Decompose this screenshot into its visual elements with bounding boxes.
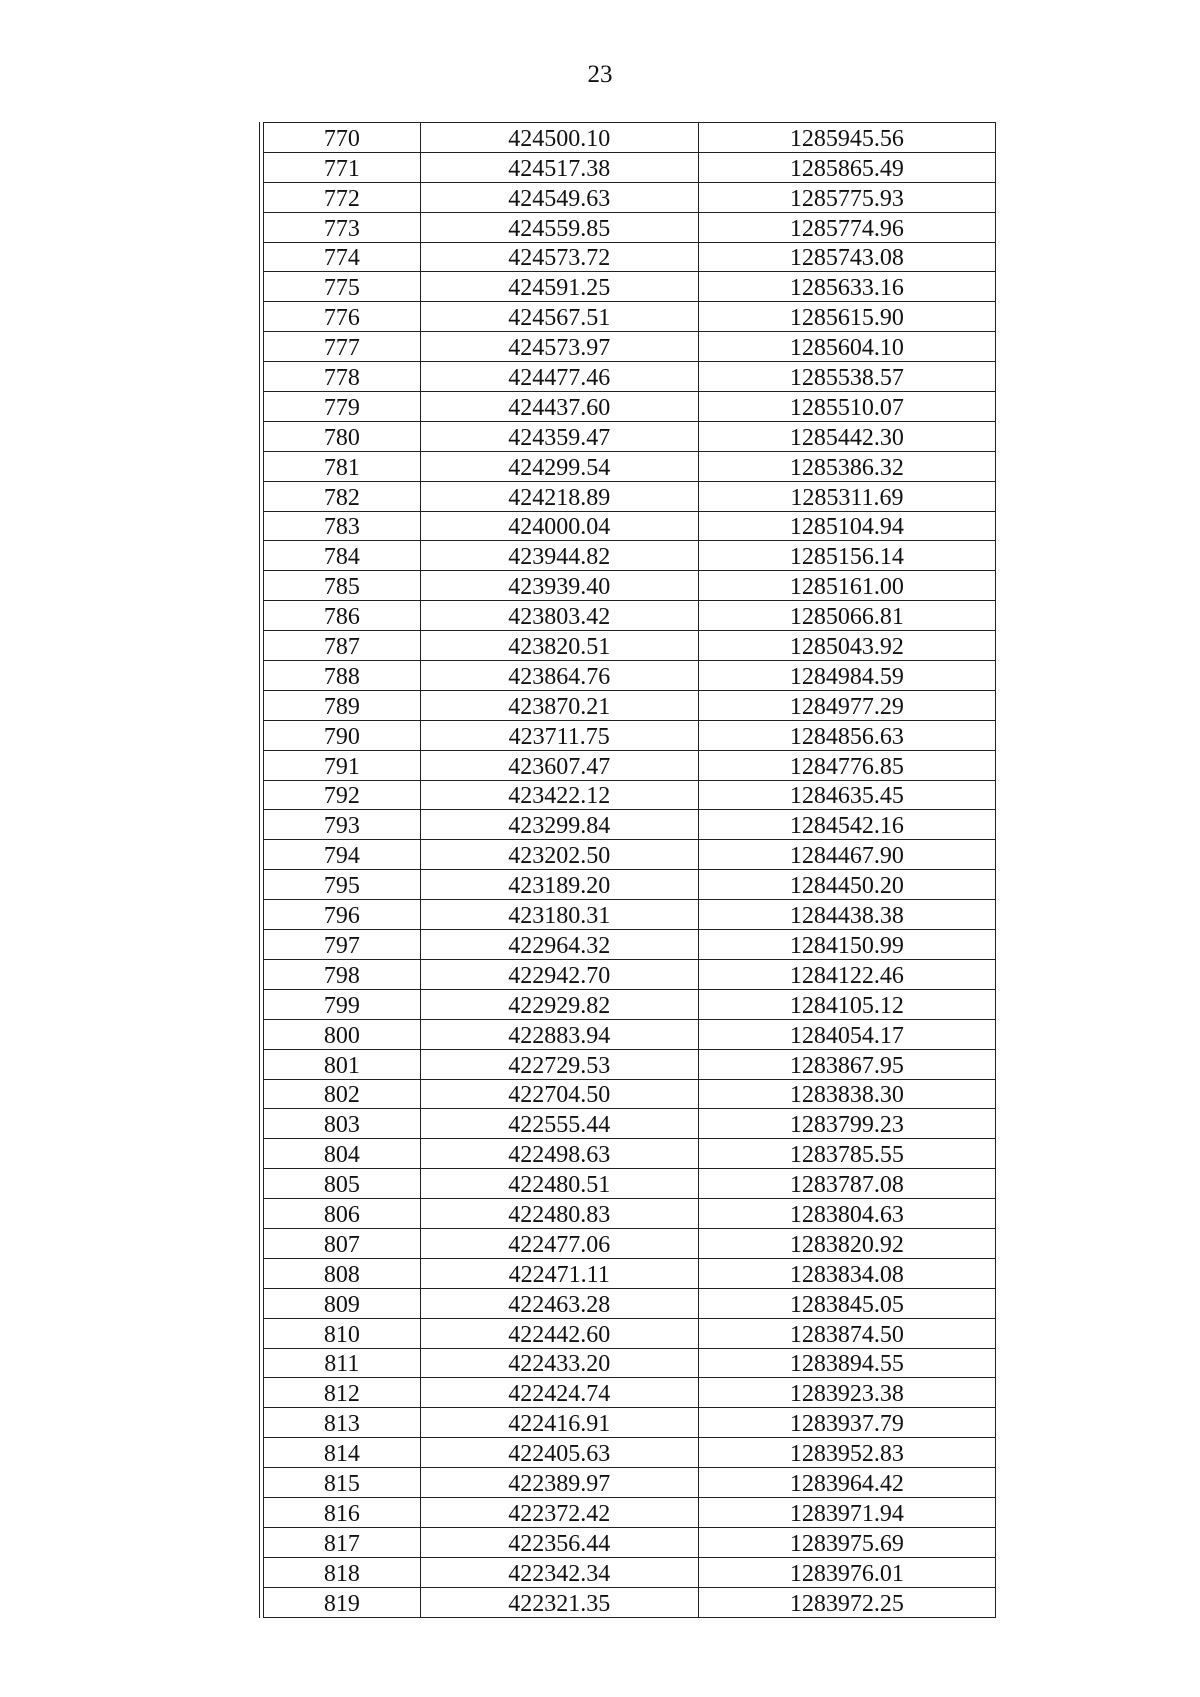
y-coordinate-cell: 1285066.81 [698,601,995,631]
table-row [264,1139,996,1169]
table-row [264,212,996,242]
table-row [264,1228,996,1258]
y-coordinate-cell: 1284467.90 [698,840,995,870]
x-coordinate-cell: 424359.47 [420,421,698,451]
y-coordinate-cell: 1285615.90 [698,302,995,332]
x-coordinate-cell: 424567.51 [420,302,698,332]
table-row [264,571,996,601]
x-coordinate-cell: 422463.28 [420,1288,698,1318]
x-coordinate-cell: 422389.97 [420,1468,698,1498]
y-coordinate-cell: 1283964.42 [698,1468,995,1498]
point-number-cell: 813 [264,1408,421,1438]
x-coordinate-cell: 424573.97 [420,332,698,362]
table-row [264,1557,996,1587]
table-row [264,989,996,1019]
y-coordinate-cell: 1285311.69 [698,481,995,511]
point-number-cell: 804 [264,1139,421,1169]
x-coordinate-cell: 423202.50 [420,840,698,870]
y-coordinate-cell: 1283894.55 [698,1348,995,1378]
table-row [264,1527,996,1557]
table-row [264,123,996,153]
x-coordinate-cell: 424591.25 [420,272,698,302]
point-number-cell: 785 [264,571,421,601]
x-coordinate-cell: 423870.21 [420,690,698,720]
y-coordinate-cell: 1283937.79 [698,1408,995,1438]
x-coordinate-cell: 422480.83 [420,1199,698,1229]
table-row [264,242,996,272]
x-coordinate-cell: 422356.44 [420,1527,698,1557]
table-row [264,840,996,870]
table-row [264,870,996,900]
point-number-cell: 774 [264,242,421,272]
point-number-cell: 789 [264,690,421,720]
x-coordinate-cell: 422477.06 [420,1228,698,1258]
table-row [264,1318,996,1348]
x-coordinate-cell: 422964.32 [420,930,698,960]
y-coordinate-cell: 1284105.12 [698,989,995,1019]
table-row [264,1587,996,1617]
coordinates-table-body [264,123,996,1618]
point-number-cell: 806 [264,1199,421,1229]
x-coordinate-cell: 422321.35 [420,1587,698,1617]
table-row [264,451,996,481]
y-coordinate-cell: 1283975.69 [698,1527,995,1557]
y-coordinate-cell: 1283804.63 [698,1199,995,1229]
table-row [264,1438,996,1468]
y-coordinate-cell: 1285633.16 [698,272,995,302]
y-coordinate-cell: 1285774.96 [698,212,995,242]
point-number-cell: 803 [264,1109,421,1139]
point-number-cell: 792 [264,780,421,810]
y-coordinate-cell: 1284542.16 [698,810,995,840]
y-coordinate-cell: 1284450.20 [698,870,995,900]
point-number-cell: 799 [264,989,421,1019]
y-coordinate-cell: 1283976.01 [698,1557,995,1587]
point-number-cell: 819 [264,1587,421,1617]
y-coordinate-cell: 1283971.94 [698,1497,995,1527]
point-number-cell: 780 [264,421,421,451]
y-coordinate-cell: 1285510.07 [698,392,995,422]
y-coordinate-cell: 1283820.92 [698,1228,995,1258]
point-number-cell: 784 [264,541,421,571]
table-row [264,1288,996,1318]
y-coordinate-cell: 1285043.92 [698,631,995,661]
point-number-cell: 770 [264,123,421,153]
y-coordinate-cell: 1283972.25 [698,1587,995,1617]
point-number-cell: 814 [264,1438,421,1468]
point-number-cell: 773 [264,212,421,242]
x-coordinate-cell: 423422.12 [420,780,698,810]
x-coordinate-cell: 422883.94 [420,1019,698,1049]
point-number-cell: 782 [264,481,421,511]
y-coordinate-cell: 1283867.95 [698,1049,995,1079]
x-coordinate-cell: 422442.60 [420,1318,698,1348]
x-coordinate-cell: 424437.60 [420,392,698,422]
y-coordinate-cell: 1285156.14 [698,541,995,571]
y-coordinate-cell: 1285945.56 [698,123,995,153]
x-coordinate-cell: 423820.51 [420,631,698,661]
point-number-cell: 798 [264,959,421,989]
x-coordinate-cell: 422942.70 [420,959,698,989]
point-number-cell: 811 [264,1348,421,1378]
point-number-cell: 783 [264,511,421,541]
y-coordinate-cell: 1284122.46 [698,959,995,989]
point-number-cell: 808 [264,1258,421,1288]
x-coordinate-cell: 423189.20 [420,870,698,900]
y-coordinate-cell: 1283845.05 [698,1288,995,1318]
page-number: 23 [587,61,613,88]
y-coordinate-cell: 1284438.38 [698,900,995,930]
table-row [264,1258,996,1288]
point-number-cell: 786 [264,601,421,631]
point-number-cell: 793 [264,810,421,840]
x-coordinate-cell: 424000.04 [420,511,698,541]
table-row [264,601,996,631]
x-coordinate-cell: 424549.63 [420,182,698,212]
y-coordinate-cell: 1283923.38 [698,1378,995,1408]
y-coordinate-cell: 1284856.63 [698,720,995,750]
point-number-cell: 790 [264,720,421,750]
x-coordinate-cell: 423711.75 [420,720,698,750]
coordinates-table [263,122,996,1618]
table-row [264,930,996,960]
x-coordinate-cell: 424559.85 [420,212,698,242]
y-coordinate-cell: 1283787.08 [698,1169,995,1199]
table-row [264,541,996,571]
point-number-cell: 794 [264,840,421,870]
x-coordinate-cell: 422480.51 [420,1169,698,1199]
point-number-cell: 791 [264,750,421,780]
y-coordinate-cell: 1283874.50 [698,1318,995,1348]
point-number-cell: 797 [264,930,421,960]
point-number-cell: 807 [264,1228,421,1258]
point-number-cell: 779 [264,392,421,422]
y-coordinate-cell: 1284150.99 [698,930,995,960]
table-row [264,332,996,362]
y-coordinate-cell: 1284984.59 [698,661,995,691]
x-coordinate-cell: 422729.53 [420,1049,698,1079]
x-coordinate-cell: 422405.63 [420,1438,698,1468]
table-row [264,392,996,422]
table-row [264,1019,996,1049]
y-coordinate-cell: 1284054.17 [698,1019,995,1049]
x-coordinate-cell: 423607.47 [420,750,698,780]
table-row [264,661,996,691]
y-coordinate-cell: 1285386.32 [698,451,995,481]
table-row [264,1109,996,1139]
table-row [264,1468,996,1498]
y-coordinate-cell: 1285865.49 [698,152,995,182]
point-number-cell: 796 [264,900,421,930]
table-row [264,1169,996,1199]
y-coordinate-cell: 1284635.45 [698,780,995,810]
point-number-cell: 805 [264,1169,421,1199]
point-number-cell: 771 [264,152,421,182]
point-number-cell: 802 [264,1079,421,1109]
point-number-cell: 795 [264,870,421,900]
point-number-cell: 788 [264,661,421,691]
y-coordinate-cell: 1285538.57 [698,362,995,392]
x-coordinate-cell: 422424.74 [420,1378,698,1408]
table-row [264,631,996,661]
table-row [264,152,996,182]
x-coordinate-cell: 423299.84 [420,810,698,840]
y-coordinate-cell: 1284977.29 [698,690,995,720]
x-coordinate-cell: 424218.89 [420,481,698,511]
x-coordinate-cell: 424477.46 [420,362,698,392]
point-number-cell: 775 [264,272,421,302]
table-row [264,720,996,750]
x-coordinate-cell: 423803.42 [420,601,698,631]
x-coordinate-cell: 422929.82 [420,989,698,1019]
point-number-cell: 787 [264,631,421,661]
point-number-cell: 818 [264,1557,421,1587]
table-row [264,1199,996,1229]
y-coordinate-cell: 1284776.85 [698,750,995,780]
table-row [264,900,996,930]
point-number-cell: 781 [264,451,421,481]
table-row [264,780,996,810]
point-number-cell: 809 [264,1288,421,1318]
x-coordinate-cell: 422498.63 [420,1139,698,1169]
coordinates-table-container [259,122,992,1618]
point-number-cell: 777 [264,332,421,362]
y-coordinate-cell: 1283799.23 [698,1109,995,1139]
table-row [264,1378,996,1408]
x-coordinate-cell: 422416.91 [420,1408,698,1438]
x-coordinate-cell: 422555.44 [420,1109,698,1139]
table-row [264,1408,996,1438]
table-row [264,302,996,332]
y-coordinate-cell: 1285442.30 [698,421,995,451]
x-coordinate-cell: 424517.38 [420,152,698,182]
point-number-cell: 778 [264,362,421,392]
table-row [264,1049,996,1079]
y-coordinate-cell: 1285104.94 [698,511,995,541]
y-coordinate-cell: 1283952.83 [698,1438,995,1468]
point-number-cell: 817 [264,1527,421,1557]
x-coordinate-cell: 424299.54 [420,451,698,481]
table-row [264,1079,996,1109]
point-number-cell: 776 [264,302,421,332]
x-coordinate-cell: 422471.11 [420,1258,698,1288]
table-row [264,1497,996,1527]
table-row [264,362,996,392]
x-coordinate-cell: 424573.72 [420,242,698,272]
table-row [264,750,996,780]
x-coordinate-cell: 422342.34 [420,1557,698,1587]
table-row [264,959,996,989]
y-coordinate-cell: 1283834.08 [698,1258,995,1288]
table-row [264,690,996,720]
x-coordinate-cell: 422433.20 [420,1348,698,1378]
point-number-cell: 800 [264,1019,421,1049]
table-row [264,421,996,451]
table-row [264,272,996,302]
x-coordinate-cell: 424500.10 [420,123,698,153]
y-coordinate-cell: 1285775.93 [698,182,995,212]
table-row [264,810,996,840]
x-coordinate-cell: 423180.31 [420,900,698,930]
table-row [264,182,996,212]
y-coordinate-cell: 1285743.08 [698,242,995,272]
point-number-cell: 810 [264,1318,421,1348]
x-coordinate-cell: 423864.76 [420,661,698,691]
x-coordinate-cell: 423944.82 [420,541,698,571]
x-coordinate-cell: 422372.42 [420,1497,698,1527]
table-row [264,481,996,511]
x-coordinate-cell: 422704.50 [420,1079,698,1109]
y-coordinate-cell: 1283785.55 [698,1139,995,1169]
point-number-cell: 801 [264,1049,421,1079]
table-row [264,511,996,541]
point-number-cell: 815 [264,1468,421,1498]
point-number-cell: 812 [264,1378,421,1408]
table-row [264,1348,996,1378]
y-coordinate-cell: 1285604.10 [698,332,995,362]
y-coordinate-cell: 1283838.30 [698,1079,995,1109]
x-coordinate-cell: 423939.40 [420,571,698,601]
point-number-cell: 816 [264,1497,421,1527]
y-coordinate-cell: 1285161.00 [698,571,995,601]
point-number-cell: 772 [264,182,421,212]
